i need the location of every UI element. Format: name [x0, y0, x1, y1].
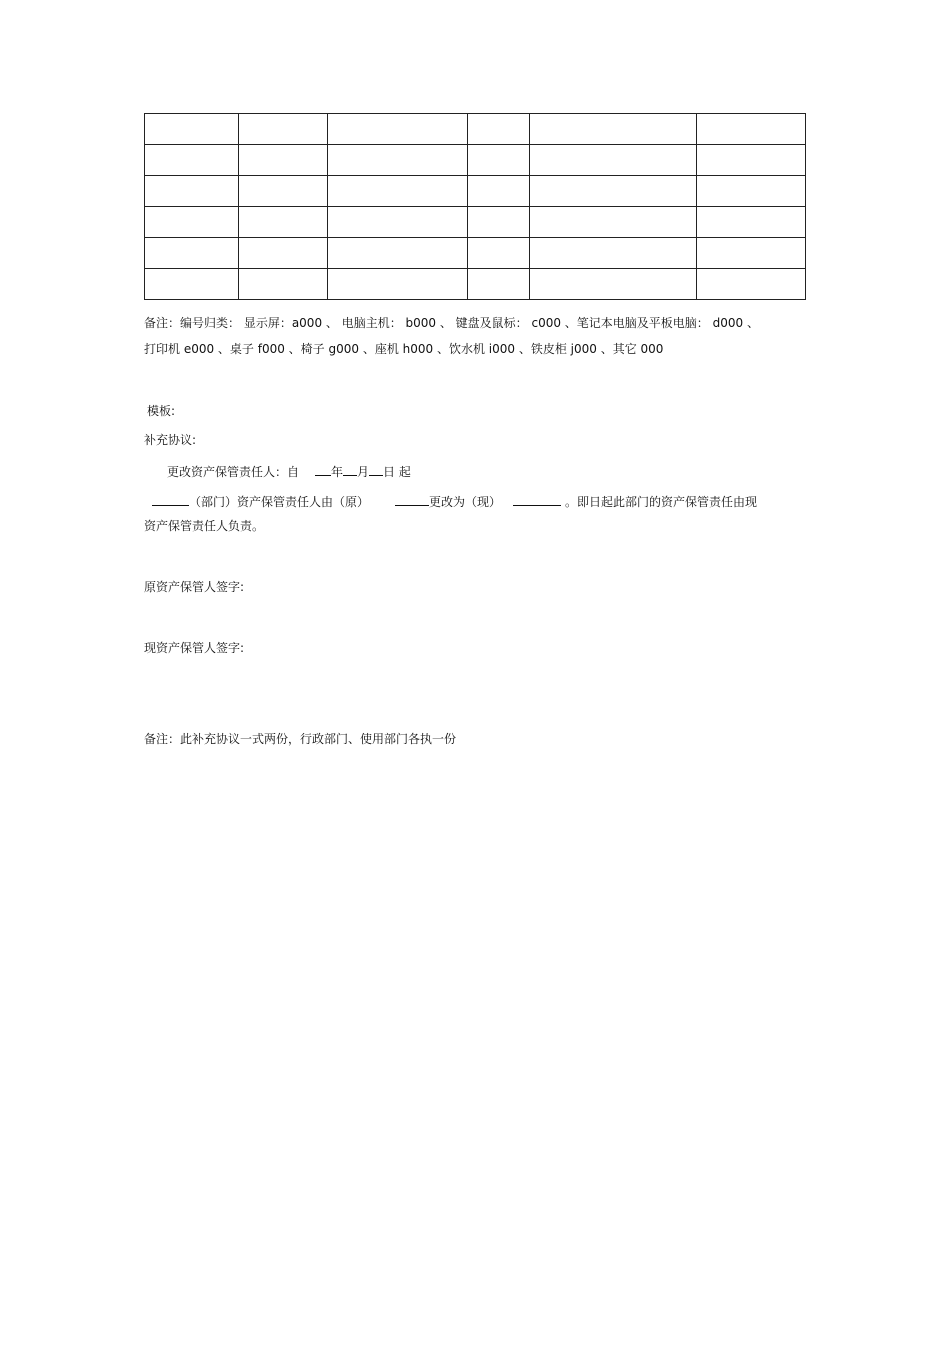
table-row — [145, 114, 806, 145]
dept-line-2: 资产保管责任人负责。 — [144, 519, 265, 533]
table-cell — [239, 269, 328, 300]
table-cell — [239, 145, 328, 176]
change-line — [167, 464, 411, 480]
table-cell — [239, 176, 328, 207]
day-label: 日 起 — [383, 465, 411, 479]
table-cell — [697, 207, 806, 238]
template-label: 模板: — [147, 404, 176, 418]
month-blank[interactable] — [343, 464, 357, 476]
table-cell — [239, 207, 328, 238]
table-cell — [697, 145, 806, 176]
table-cell — [239, 238, 328, 269]
table-cell — [328, 114, 468, 145]
table-cell — [530, 176, 697, 207]
code-note-line-2: 打印机 e000 、桌子 f000 、椅子 g000 、座机 h000 、饮水机 i000 、铁皮柜 j000 、其它 000 — [144, 342, 664, 356]
table-cell — [145, 207, 239, 238]
day-blank[interactable] — [369, 464, 383, 476]
month-label: 月 — [357, 465, 370, 479]
table-cell — [468, 114, 530, 145]
table-cell — [328, 238, 468, 269]
table-cell — [468, 207, 530, 238]
table-cell — [530, 145, 697, 176]
table-row — [145, 145, 806, 176]
table-cell — [468, 176, 530, 207]
table-cell — [145, 145, 239, 176]
footer-note: 备注：此补充协议一式两份，行政部门、使用部门各执一份 — [144, 732, 457, 746]
table-cell — [530, 114, 697, 145]
change-prefix: 更改资产保管责任人：自 — [167, 465, 300, 479]
new-signature-label: 现资产保管人签字: — [144, 641, 245, 655]
table-row — [145, 269, 806, 300]
table-cell — [468, 269, 530, 300]
table-cell — [328, 269, 468, 300]
dept-tail-text: 。即日起此部门的资产保管责任由现 — [565, 495, 758, 509]
asset-table — [144, 113, 806, 300]
table-cell — [697, 238, 806, 269]
dept-line — [152, 494, 757, 510]
table-cell — [697, 269, 806, 300]
table-cell — [530, 238, 697, 269]
table-cell — [697, 114, 806, 145]
changed-to-text: 更改为（现） — [429, 495, 502, 509]
dept-blank[interactable] — [152, 494, 189, 506]
code-note-line-1: 备注：编号归类： 显示屏：a000 、 电脑主机： b000 、 键盘及鼠标： c000 、笔记本电脑及平板电脑： d000 、 — [144, 316, 759, 330]
table-cell — [239, 114, 328, 145]
table-row — [145, 176, 806, 207]
table-cell — [145, 238, 239, 269]
new-person-blank[interactable] — [513, 494, 561, 506]
table-cell — [328, 207, 468, 238]
table-cell — [530, 269, 697, 300]
year-label: 年 — [331, 465, 344, 479]
table-row — [145, 207, 806, 238]
table-cell — [468, 145, 530, 176]
table-row — [145, 238, 806, 269]
table-cell — [145, 114, 239, 145]
table-cell — [328, 176, 468, 207]
supplement-title: 补充协议: — [144, 433, 197, 447]
table-cell — [328, 145, 468, 176]
orig-person-blank[interactable] — [395, 494, 429, 506]
dept-text: （部门）资产保管责任人由（原） — [189, 495, 370, 509]
table-cell — [145, 176, 239, 207]
table-cell — [468, 238, 530, 269]
table-cell — [697, 176, 806, 207]
orig-signature-label: 原资产保管人签字: — [144, 580, 245, 594]
table-cell — [145, 269, 239, 300]
table-cell — [530, 207, 697, 238]
year-blank[interactable] — [315, 464, 331, 476]
